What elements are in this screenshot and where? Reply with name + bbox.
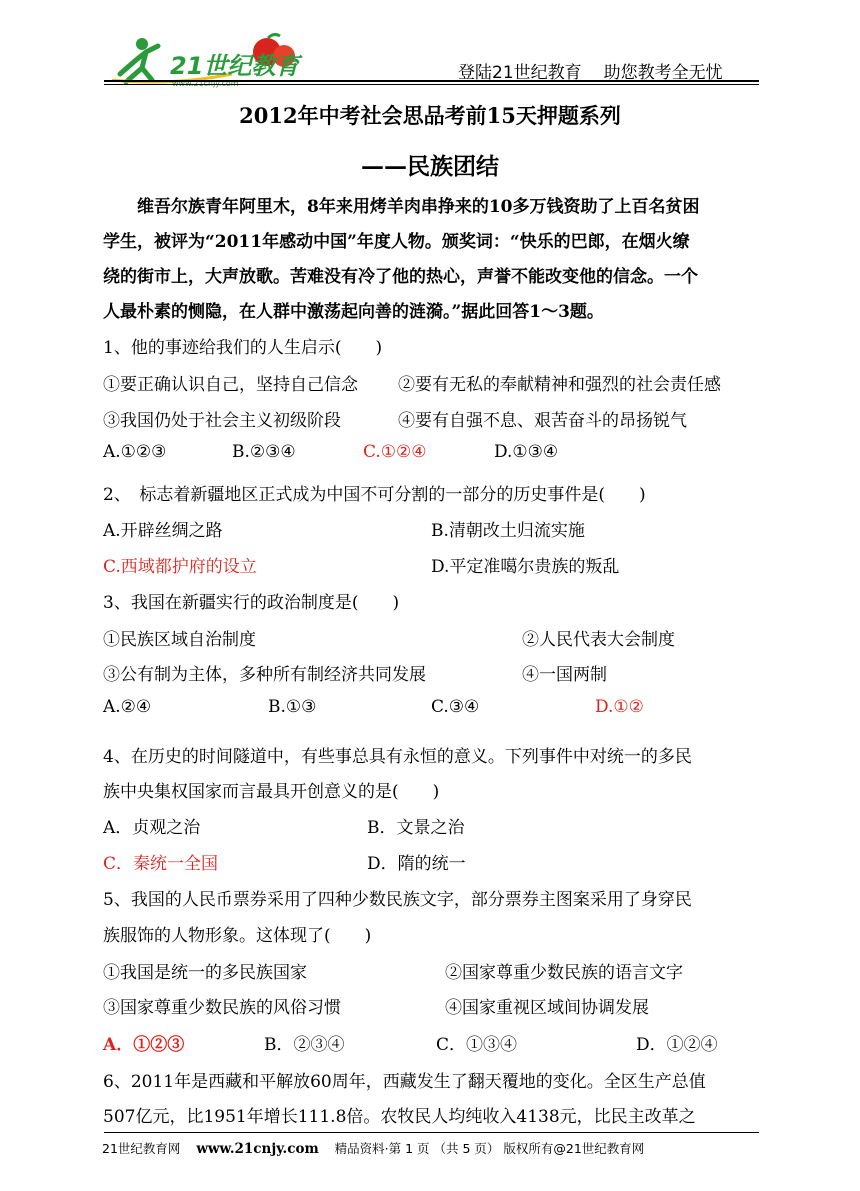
q5-statement-1: ①我国是统一的多民族国家: [103, 963, 307, 983]
page-footer: [102, 1139, 644, 1157]
q5-statement-4: ④国家重视区域间协调发展: [445, 998, 649, 1018]
q5-option-d: D．①②④: [636, 1035, 718, 1055]
q1-statement-3: ③我国仍处于社会主义初级阶段: [103, 411, 341, 431]
intro-line-1: 维吾尔族青年阿里木，8年来用烤羊肉串挣来的10多万钱资助了上百名贫困: [137, 197, 700, 217]
svg-text:www.21cnjy.com: www.21cnjy.com: [172, 79, 239, 88]
q3-option-a: A.②④: [103, 697, 152, 717]
q3-statement-4: ④一国两制: [522, 665, 607, 685]
q4-option-c-answer: C．秦统一全国: [103, 854, 219, 874]
q1-stem: 1、他的事迹给我们的人生启示( ): [103, 338, 383, 358]
q5-stem-line-1: 5、我国的人民币票券采用了四种少数民族文字，部分票券主图案采用了身穿民: [103, 890, 692, 910]
q3-option-b: B.①③: [268, 697, 317, 717]
q4-stem-line-2: 族中央集权国家而言最具开创意义的是( ): [103, 782, 440, 802]
q1-option-b: B.②③④: [232, 442, 296, 462]
q3-statement-3: ③公有制为主体，多种所有制经济共同发展: [103, 665, 426, 685]
q4-option-a: A．贞观之治: [103, 818, 201, 838]
q4-option-b: B．文景之治: [367, 818, 465, 838]
q2-option-b: B.清朝改土归流实施: [431, 521, 585, 541]
page-subtitle: ——民族团结: [361, 153, 499, 180]
q3-option-c: C.③④: [431, 697, 480, 717]
page-title: 2012年中考社会思品考前15天押题系列: [239, 103, 621, 128]
q6-line-1: 6、2011年是西藏和平解放60周年，西藏发生了翻天覆地的变化。全区生产总值: [103, 1072, 706, 1092]
q2-option-a: A.开辟丝绸之路: [103, 521, 223, 541]
q5-option-c: C．①③④: [436, 1035, 518, 1055]
q3-stem: 3、我国在新疆实行的政治制度是( ): [103, 593, 400, 613]
footer-site: 21世纪教育网: [102, 1141, 181, 1156]
slogan-1: 登陆21世纪教育: [458, 63, 582, 83]
q5-statement-2: ②国家尊重少数民族的语言文字: [445, 963, 683, 983]
q5-statement-3: ③国家尊重少数民族的风俗习惯: [103, 998, 341, 1018]
q1-statement-4: ④要有自强不息、艰苦奋斗的昂扬锐气: [398, 411, 687, 431]
q3-statement-2: ②人民代表大会制度: [522, 630, 675, 650]
q1-option-a: A.①②③: [103, 442, 167, 462]
q2-option-d: D.平定准噶尔贵族的叛乱: [431, 557, 620, 577]
q1-option-c-answer: C.①②④: [363, 442, 427, 462]
footer-page-info: 精品资料·第 1 页 （共 5 页） 版权所有@21世纪教育网: [334, 1141, 645, 1156]
q1-option-d: D.①③④: [494, 442, 559, 462]
footer-divider: [104, 1132, 759, 1133]
intro-line-2: 学生，被评为“2011年感动中国”年度人物。颁奖词：“快乐的巴郎，在烟火缭: [103, 232, 690, 252]
header-divider: [104, 80, 759, 82]
q1-statement-1: ①要正确认识自己，坚持自己信念: [103, 375, 358, 395]
q6-line-2: 507亿元，比1951年增长111.8倍。农牧民人均纯收入4138元，比民主改革之: [103, 1107, 696, 1127]
header-divider-thin: [104, 84, 759, 85]
footer-url[interactable]: www.21cnjy.com: [196, 1141, 319, 1157]
q4-stem-line-1: 4、在历史的时间隧道中，有些事总具有永恒的意义。下列事件中对统一的多民: [103, 747, 692, 767]
q1-statement-2: ②要有无私的奉献精神和强烈的社会责任感: [398, 375, 721, 395]
svg-text:21世纪教育: 21世纪教育: [170, 52, 300, 80]
q2-stem: 2、 标志着新疆地区正式成为中国不可分割的一部分的历史事件是( ): [103, 485, 646, 505]
q2-option-c-answer: C.西域都护府的设立: [103, 557, 257, 577]
intro-line-3: 绕的街市上，大声放歌。苦难没有冷了他的热心，声誉不能改变他的信念。一个: [103, 267, 698, 287]
q4-option-d: D．隋的统一: [367, 854, 466, 874]
q5-option-b: B．②③④: [264, 1035, 345, 1055]
intro-line-4: 人最朴素的恻隐，在人群中激荡起向善的涟漪。”据此回答1～3题。: [103, 302, 604, 322]
q3-statement-1: ①民族区域自治制度: [103, 630, 256, 650]
q3-option-d-answer: D.①②: [595, 697, 644, 717]
slogan-2: 助您教考全无忧: [603, 63, 723, 83]
q5-stem-line-2: 族服饰的人物形象。这体现了( ): [103, 926, 372, 946]
q5-option-a-answer: A．①②③: [103, 1035, 185, 1055]
